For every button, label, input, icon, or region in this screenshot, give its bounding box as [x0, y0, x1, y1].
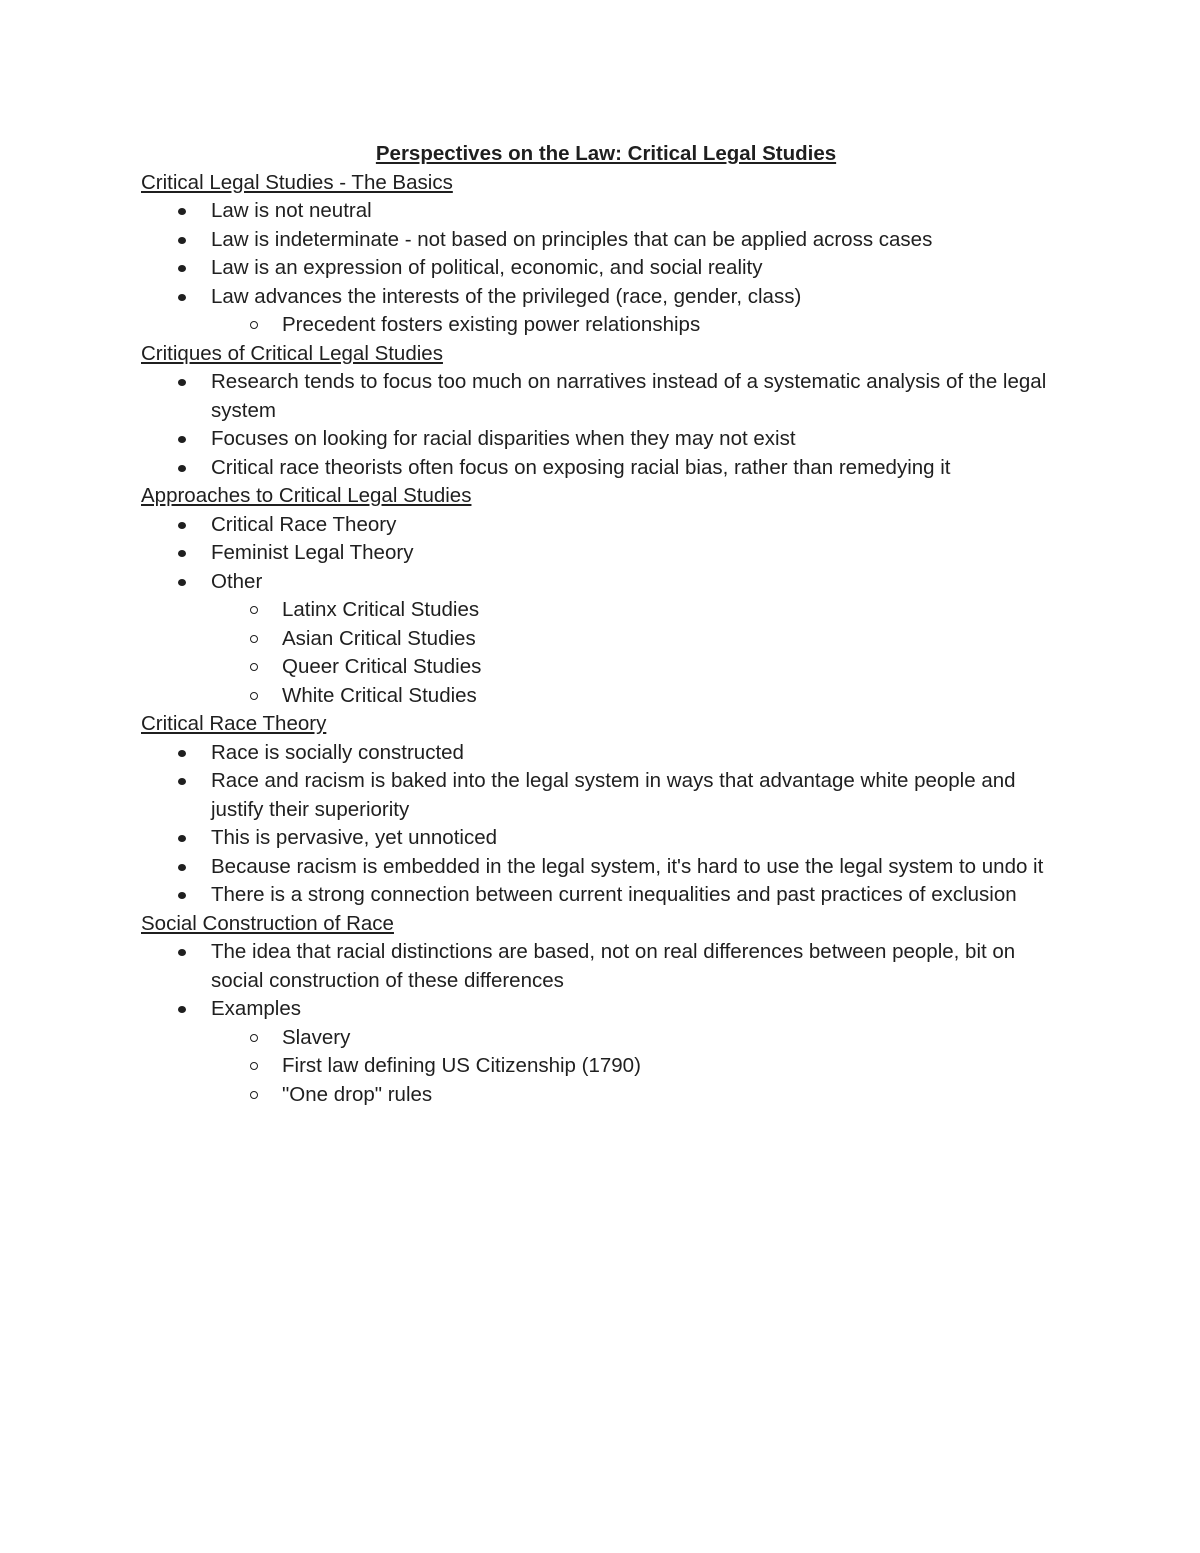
filled-bullet-icon	[178, 237, 186, 244]
filled-bullet-icon	[178, 294, 186, 301]
sub-list-item-text: First law defining US Citizenship (1790)	[282, 1054, 641, 1077]
sub-list-item	[141, 596, 1071, 625]
list-item	[141, 938, 1071, 995]
bullet-list	[141, 511, 1071, 711]
section-heading: Approaches to Critical Legal Studies	[141, 484, 472, 507]
list-item-text: Race is socially constructed	[211, 740, 464, 764]
filled-bullet-icon	[178, 864, 186, 871]
section	[141, 910, 1071, 1110]
list-item-text: This is pervasive, yet unnoticed	[211, 826, 497, 849]
filled-bullet-icon	[178, 522, 186, 529]
filled-bullet-icon	[178, 750, 186, 757]
list-item	[141, 853, 1071, 882]
bullet-list	[141, 368, 1071, 482]
hollow-bullet-icon	[250, 1091, 258, 1099]
sub-list-item	[141, 311, 1071, 340]
list-item	[141, 226, 1071, 255]
list-item-text: Focuses on looking for racial disparities when they may not exist	[211, 427, 796, 450]
list-item-text: Examples	[211, 997, 302, 1020]
sections-container	[141, 169, 1071, 1110]
section	[141, 340, 1071, 483]
sub-list-item	[141, 1081, 1071, 1110]
filled-bullet-icon	[178, 550, 186, 557]
document-page	[141, 140, 1071, 1109]
hollow-bullet-icon	[250, 321, 258, 329]
section-heading: Social Construction of Race	[141, 911, 394, 935]
bullet-list	[141, 739, 1071, 910]
sub-list-item-text: Asian Critical Studies	[282, 626, 476, 650]
filled-bullet-icon	[178, 265, 186, 272]
sub-list-item	[141, 625, 1071, 654]
sub-list-item-text: White Critical Studies	[282, 683, 477, 707]
sub-list-item	[141, 653, 1071, 682]
list-item	[141, 425, 1071, 454]
list-item-text: Because racism is embedded in the legal system, it's hard to use the legal system to undo it	[211, 854, 1044, 878]
list-item	[141, 881, 1071, 910]
list-item-text: Research tends to focus too much on narratives instead of a systematic analysis of the legal system	[211, 370, 1047, 422]
hollow-bullet-icon	[250, 692, 258, 700]
list-item-text: Other	[211, 569, 263, 593]
filled-bullet-icon	[178, 579, 186, 586]
list-item	[141, 368, 1071, 425]
hollow-bullet-icon	[250, 663, 258, 671]
section-heading: Critical Race Theory	[141, 712, 327, 735]
list-item	[141, 197, 1071, 226]
sub-list-item	[141, 1052, 1071, 1081]
hollow-bullet-icon	[250, 606, 258, 614]
bullet-list	[141, 938, 1071, 1109]
document-title: Perspectives on the Law: Critical Legal Studies	[375, 142, 837, 165]
filled-bullet-icon	[178, 1006, 186, 1013]
section	[141, 482, 1071, 710]
section-heading: Critical Legal Studies - The Basics	[141, 170, 453, 194]
filled-bullet-icon	[178, 208, 186, 215]
filled-bullet-icon	[178, 379, 186, 386]
section-heading: Critiques of Critical Legal Studies	[141, 341, 443, 365]
list-item-text: Law is an expression of political, economic, and social reality	[211, 256, 763, 279]
list-item	[141, 568, 1071, 597]
list-item-text: Law is indeterminate - not based on principles that can be applied across cases	[211, 227, 933, 251]
sub-list-item-text: Precedent fosters existing power relationships	[282, 313, 701, 336]
filled-bullet-icon	[178, 892, 186, 899]
list-item-text: Law advances the interests of the privileged (race, gender, class)	[211, 284, 802, 308]
list-item-text: Race and racism is baked into the legal system in ways that advantage white people and justify their superiority	[211, 769, 1016, 821]
list-item-text: The idea that racial distinctions are based, not on real differences between people, bit on social construction of these differences	[211, 940, 1016, 992]
list-item	[141, 739, 1071, 768]
list-item	[141, 454, 1071, 483]
sub-list-item-text: Latinx Critical Studies	[282, 598, 480, 621]
list-item	[141, 995, 1071, 1024]
list-item-text: There is a strong connection between current inequalities and past practices of exclusion	[211, 883, 1017, 906]
list-item	[141, 511, 1071, 540]
sub-list-item-text: "One drop" rules	[282, 1082, 433, 1106]
list-item	[141, 539, 1071, 568]
list-item-text: Law is not neutral	[211, 199, 372, 222]
list-item-text: Critical Race Theory	[211, 512, 397, 536]
list-item-text: Feminist Legal Theory	[211, 541, 414, 564]
sub-list-item-text: Slavery	[282, 1025, 351, 1049]
section	[141, 169, 1071, 340]
filled-bullet-icon	[178, 778, 186, 785]
sub-list-item	[141, 1024, 1071, 1053]
hollow-bullet-icon	[250, 1062, 258, 1070]
filled-bullet-icon	[178, 436, 186, 443]
list-item	[141, 283, 1071, 312]
hollow-bullet-icon	[250, 1034, 258, 1042]
filled-bullet-icon	[178, 465, 186, 472]
filled-bullet-icon	[178, 949, 186, 956]
hollow-bullet-icon	[250, 635, 258, 643]
list-item	[141, 767, 1071, 824]
sub-list-item-text: Queer Critical Studies	[282, 655, 482, 678]
list-item-text: Critical race theorists often focus on exposing racial bias, rather than remedying it	[211, 455, 951, 479]
bullet-list	[141, 197, 1071, 340]
filled-bullet-icon	[178, 835, 186, 842]
list-item	[141, 254, 1071, 283]
section	[141, 710, 1071, 910]
list-item	[141, 824, 1071, 853]
sub-list-item	[141, 682, 1071, 711]
